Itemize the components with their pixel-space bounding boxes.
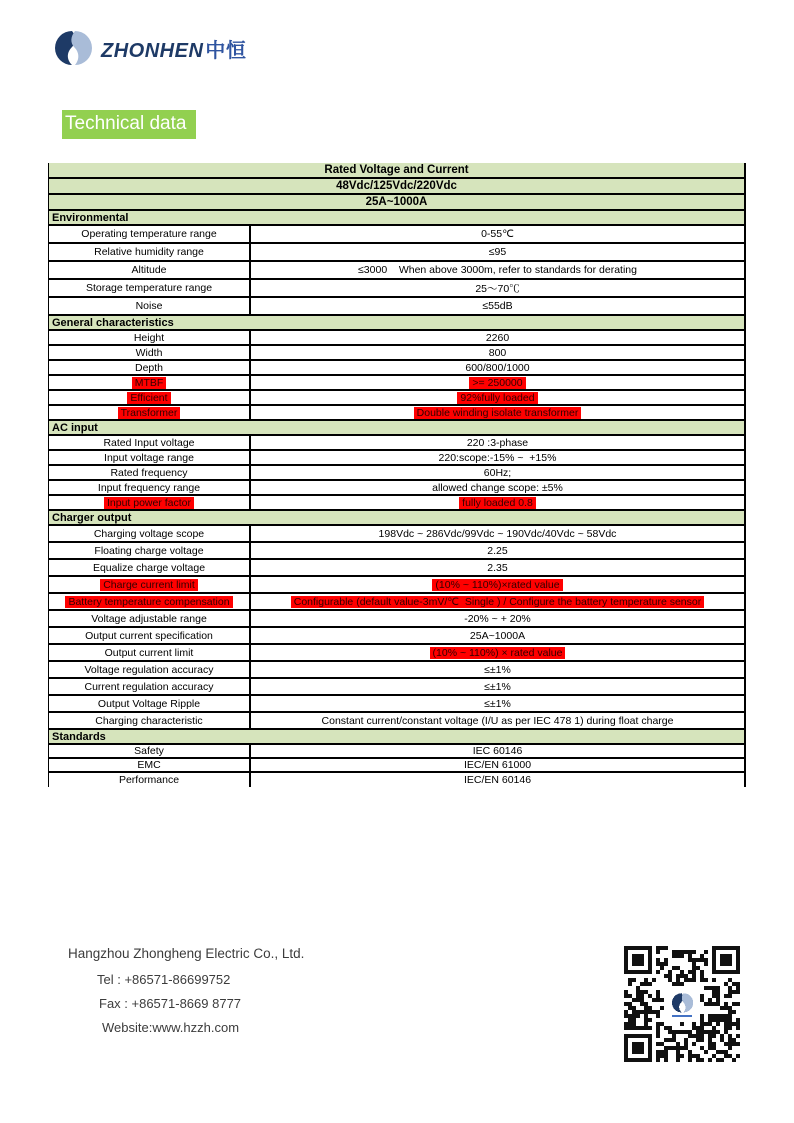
row-value: ≤±1% xyxy=(484,680,511,693)
row-value-cell xyxy=(251,628,744,643)
row-value-cell xyxy=(251,543,744,558)
row-label: Voltage adjustable range xyxy=(91,612,207,625)
footer-company-name: Hangzhou Zhongheng Electric Co., Ltd. xyxy=(68,946,305,961)
table-row xyxy=(49,662,744,679)
row-label-cell xyxy=(49,226,251,242)
row-value-cell xyxy=(251,745,744,757)
row-value: 2.25 xyxy=(487,544,508,557)
row-label: Height xyxy=(133,331,165,344)
row-label: Current regulation accuracy xyxy=(84,680,214,693)
row-label: Operating temperature range xyxy=(81,228,217,240)
footer-website: Website:www.hzzh.com xyxy=(102,1020,240,1035)
row-value: 800 xyxy=(488,346,507,359)
row-label-cell xyxy=(49,611,251,626)
row-label-cell xyxy=(49,696,251,711)
row-label: Relative humidity range xyxy=(94,246,204,258)
row-label-cell xyxy=(49,244,251,260)
section-header-label: Charger output xyxy=(52,511,132,524)
row-value-cell xyxy=(251,679,744,694)
table-row xyxy=(49,713,744,730)
row-label: Charge current limit xyxy=(100,579,198,591)
row-label-cell xyxy=(49,679,251,694)
row-label: Output current specification xyxy=(85,629,213,642)
row-value: IEC/EN 61000 xyxy=(463,759,532,771)
row-value-cell xyxy=(251,406,744,419)
table-row xyxy=(49,759,744,773)
table-row xyxy=(49,262,744,280)
row-value: 2.35 xyxy=(487,561,508,574)
row-value: ≤55dB xyxy=(482,300,513,312)
row-label-cell xyxy=(49,298,251,314)
table-row xyxy=(49,376,744,391)
row-label: Depth xyxy=(134,361,164,374)
row-value-cell xyxy=(251,773,744,787)
row-label: Altitude xyxy=(131,264,167,276)
table-subtitle-current: 25A~1000A xyxy=(365,196,428,208)
row-label: Input power factor xyxy=(104,497,194,509)
table-title: Rated Voltage and Current xyxy=(324,164,469,176)
row-label: Charging voltage scope xyxy=(93,527,205,540)
row-value-cell xyxy=(251,481,744,494)
table-row xyxy=(49,361,744,376)
row-label-cell xyxy=(49,662,251,677)
table-row xyxy=(49,436,744,451)
row-value-cell xyxy=(251,611,744,626)
row-label: Output current limit xyxy=(104,646,194,659)
logo-latin: ZHONHEN xyxy=(101,39,204,62)
row-label-cell xyxy=(49,745,251,757)
row-label-cell xyxy=(49,466,251,479)
row-value: 25A~1000A xyxy=(469,629,526,642)
row-value: IEC 60146 xyxy=(472,745,523,757)
row-label: Charging characteristic xyxy=(95,714,203,727)
row-value: 600/800/1000 xyxy=(465,361,530,374)
table-row xyxy=(49,391,744,406)
row-value: 220:scope:-15% ~ +15% xyxy=(438,451,557,464)
row-label: Width xyxy=(135,346,163,359)
spec-table xyxy=(48,163,746,787)
footer-tel: Tel : +86571-86699752 xyxy=(97,972,231,987)
section-header-label: Environmental xyxy=(52,211,129,224)
company-logo xyxy=(54,29,246,67)
table-header-row xyxy=(49,163,744,179)
section-header-label: General characteristics xyxy=(52,316,174,329)
row-label-cell xyxy=(49,759,251,771)
table-row xyxy=(49,481,744,496)
row-value-cell xyxy=(251,436,744,449)
row-value-cell xyxy=(251,594,744,609)
row-value-cell xyxy=(251,526,744,541)
zhongheng-logo-icon xyxy=(54,29,92,67)
section-header-row xyxy=(49,511,744,526)
table-row xyxy=(49,611,744,628)
table-row xyxy=(49,346,744,361)
table-row xyxy=(49,679,744,696)
logo-text xyxy=(101,34,246,63)
row-value-cell xyxy=(251,496,744,509)
table-row xyxy=(49,496,744,511)
row-value-cell xyxy=(251,391,744,404)
row-label: Output Voltage Ripple xyxy=(97,697,201,710)
row-value-cell xyxy=(251,759,744,771)
qr-code xyxy=(624,946,744,1076)
row-label-cell xyxy=(49,577,251,592)
row-label-cell xyxy=(49,543,251,558)
row-value-cell xyxy=(251,298,744,314)
row-value: 2260 xyxy=(485,331,510,344)
row-label-cell xyxy=(49,376,251,389)
row-value-cell xyxy=(251,346,744,359)
row-label-cell xyxy=(49,406,251,419)
row-value: ≤3000 When above 3000m, refer to standards for derating xyxy=(358,264,637,276)
section-header-row xyxy=(49,316,744,331)
logo-cn: 中恒 xyxy=(205,39,247,62)
page-title: Technical data xyxy=(62,110,196,139)
row-label-cell xyxy=(49,346,251,359)
row-label: Rated Input voltage xyxy=(103,436,195,449)
row-value: ≤±1% xyxy=(484,663,511,676)
row-value-cell xyxy=(251,662,744,677)
row-value-cell xyxy=(251,226,744,242)
row-value-cell xyxy=(251,713,744,728)
row-value: (10% ~ 110%) × rated value xyxy=(430,647,566,659)
section-header-row xyxy=(49,730,744,745)
row-value-cell xyxy=(251,376,744,389)
row-value-cell xyxy=(251,466,744,479)
row-value: -20% ~ + 20% xyxy=(464,612,531,625)
table-row xyxy=(49,773,744,787)
table-row xyxy=(49,560,744,577)
row-label: Floating charge voltage xyxy=(94,544,204,557)
table-row xyxy=(49,298,744,316)
row-label: MTBF xyxy=(132,377,167,389)
row-label-cell xyxy=(49,262,251,278)
table-header-row xyxy=(49,179,744,195)
section-header-label: Standards xyxy=(52,730,106,743)
section-header-row xyxy=(49,421,744,436)
row-value: 0-55℃ xyxy=(481,228,514,240)
table-row xyxy=(49,406,744,421)
row-label-cell xyxy=(49,280,251,296)
row-label-cell xyxy=(49,331,251,344)
row-label: Transformer xyxy=(118,407,181,419)
row-value: 198Vdc ~ 286Vdc/99Vdc ~ 190Vdc/40Vdc ~ 58Vdc xyxy=(378,527,617,540)
row-value: ≤95 xyxy=(488,246,507,258)
table-row xyxy=(49,466,744,481)
row-value-cell xyxy=(251,696,744,711)
row-value: (10% ~ 110%)×rated value xyxy=(432,579,562,591)
row-label: Input frequency range xyxy=(97,481,201,494)
row-value-cell xyxy=(251,361,744,374)
row-value-cell xyxy=(251,244,744,260)
table-row xyxy=(49,745,744,759)
row-value-cell xyxy=(251,280,744,296)
row-label-cell xyxy=(49,391,251,404)
row-value: allowed change scope: ±5% xyxy=(432,481,563,494)
table-row xyxy=(49,331,744,346)
table-header-row xyxy=(49,195,744,211)
row-label-cell xyxy=(49,451,251,464)
row-label: Battery temperature compensation xyxy=(65,596,232,608)
row-value-cell xyxy=(251,560,744,575)
table-row xyxy=(49,280,744,298)
row-value: 220 :3-phase xyxy=(466,436,529,449)
row-value: 92%fully loaded xyxy=(457,392,537,404)
row-value: Configurable (default value-3mV/℃ Single ) / Configure the battery temperature sensor xyxy=(291,596,705,608)
row-label: Input voltage range xyxy=(104,451,194,464)
row-value: Constant current/constant voltage (I/U as per IEC 478 1) during float charge xyxy=(321,714,674,727)
row-label: Voltage regulation accuracy xyxy=(84,663,214,676)
row-label: Safety xyxy=(134,745,164,757)
row-label-cell xyxy=(49,773,251,787)
table-row xyxy=(49,451,744,466)
row-label: Storage temperature range xyxy=(85,282,213,294)
row-label-cell xyxy=(49,594,251,609)
row-value-cell xyxy=(251,645,744,660)
row-label-cell xyxy=(49,481,251,494)
row-value-cell xyxy=(251,262,744,278)
table-row xyxy=(49,543,744,560)
row-value-cell xyxy=(251,331,744,344)
row-label-cell xyxy=(49,560,251,575)
table-row xyxy=(49,577,744,594)
row-label-cell xyxy=(49,496,251,509)
row-label-cell xyxy=(49,361,251,374)
row-value: >= 250000 xyxy=(469,377,525,389)
table-row xyxy=(49,244,744,262)
row-label-cell xyxy=(49,526,251,541)
row-label: Performance xyxy=(118,774,180,786)
row-value: 25～70℃ xyxy=(475,282,520,295)
row-label: Noise xyxy=(135,300,163,312)
qr-code-image xyxy=(624,946,740,1062)
row-label: EMC xyxy=(137,759,161,771)
row-label-cell xyxy=(49,436,251,449)
table-row xyxy=(49,526,744,543)
table-row xyxy=(49,696,744,713)
table-row xyxy=(49,645,744,662)
row-value: 60Hz; xyxy=(483,466,512,479)
row-label: Rated frequency xyxy=(110,466,188,479)
row-label-cell xyxy=(49,713,251,728)
row-value: fully loaded 0.8 xyxy=(459,497,536,509)
table-row xyxy=(49,226,744,244)
table-row xyxy=(49,628,744,645)
table-subtitle-voltage: 48Vdc/125Vdc/220Vdc xyxy=(336,180,457,192)
row-value: ≤±1% xyxy=(484,697,511,710)
row-label: Equalize charge voltage xyxy=(92,561,206,574)
footer-fax: Fax : +86571-8669 8777 xyxy=(99,996,242,1011)
row-label: Efficient xyxy=(127,392,170,404)
row-label-cell xyxy=(49,645,251,660)
section-header-row xyxy=(49,211,744,226)
table-row xyxy=(49,594,744,611)
row-label-cell xyxy=(49,628,251,643)
row-value: Double winding isolate transformer xyxy=(414,407,582,419)
section-header-label: AC input xyxy=(52,421,98,434)
row-value-cell xyxy=(251,577,744,592)
row-value-cell xyxy=(251,451,744,464)
row-value: IEC/EN 60146 xyxy=(463,774,532,786)
